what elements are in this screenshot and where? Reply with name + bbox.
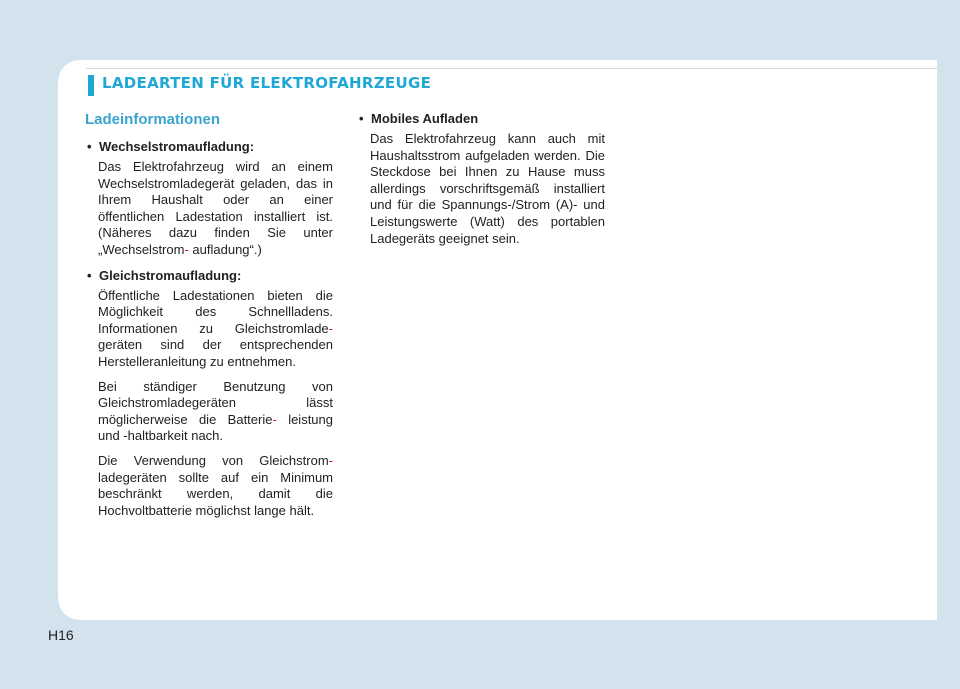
bullet-title-ac: Wechselstromaufladung:: [99, 139, 255, 154]
bullet-title-dc: Gleichstromaufladung:: [99, 267, 242, 283]
section-accent-bar: [88, 75, 94, 96]
paragraph-dc-3: [98, 453, 333, 519]
text: Öffentliche Ladestationen bieten die Möglichkeit des Schnellladens. Informationen zu Gleichstromlade: [98, 287, 333, 336]
subheading-ladeinformationen: Ladeinformationen: [85, 111, 221, 128]
bullet-dot: •: [87, 267, 92, 283]
bullet-heading-mobile: [357, 110, 605, 127]
text: Die Verwendung von Gleichstrom: [98, 452, 329, 468]
top-rule: [86, 68, 938, 69]
text: geräten sind der entsprechenden Herstelleranleitung zu entnehmen.: [98, 337, 333, 369]
paragraph-mobile: Das Elektrofahrzeug kann auch mit Haushaltsstrom aufgeladen werden. Die Steckdose bei Ihnen zu Hause muss allerdings vorschriftsgemäß installiert und für die Spannungs-/Strom (A)- und Leistungswerte (Watt) des portablen Ladegeräts geeignet sein.: [370, 131, 605, 246]
right-column: [357, 110, 605, 255]
text: aufladung“.): [192, 241, 262, 257]
text: Bei ständiger Benutzung von Gleichstromladegeräten lässt möglicherweise die Batterie: [98, 378, 333, 427]
text: leistung und -haltbarkeit nach.: [98, 411, 333, 444]
page-number: H16: [48, 627, 74, 643]
paragraph-dc-1: [98, 288, 333, 371]
paragraph-ac: [98, 159, 333, 259]
bullet-heading-ac: [85, 138, 333, 155]
hyphen: -: [328, 320, 333, 336]
bullet-title-mobile: Mobiles Aufladen: [371, 111, 479, 126]
bullet-dot: •: [87, 139, 92, 154]
text: ladegeräten sollte auf ein Minimum beschränkt werden, damit die Hochvoltbatterie möglichst lange hält.: [98, 469, 333, 518]
left-column: [85, 110, 333, 527]
hyphen: -: [328, 452, 333, 468]
right-rule: [937, 60, 938, 620]
section-title: LADEARTEN FÜR ELEKTROFAHRZEUGE: [102, 74, 432, 92]
text: Das Elektrofahrzeug wird an einem Wechselstromladegerät geladen, das in Ihrem Haushalt oder an einer öffentlichen Ladestation installiert ist. (Näheres dazu finden Sie unter „Wechselstrom: [98, 159, 333, 257]
paragraph-dc-2: [98, 379, 333, 445]
bullet-heading-dc: [85, 267, 333, 284]
bullet-dot: •: [359, 111, 364, 126]
hyphen: -: [184, 241, 189, 257]
hyphen: -: [272, 411, 277, 427]
